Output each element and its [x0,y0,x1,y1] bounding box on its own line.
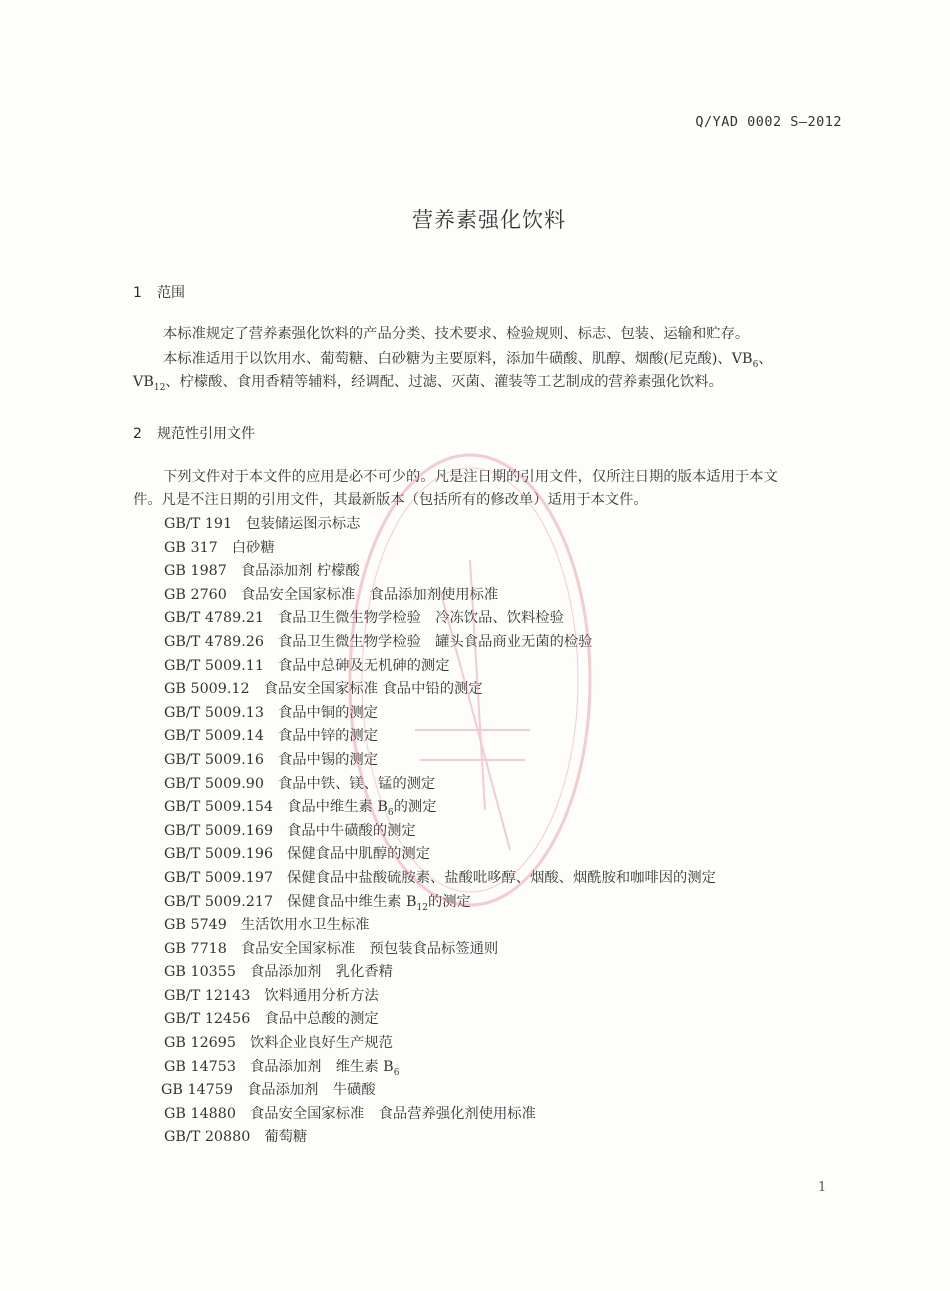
reference-item [164,1103,716,1127]
scope-sep: 、 [758,351,773,367]
reference-subscript: 6 [393,1067,400,1078]
reference-code: GB 14880 [164,1105,236,1122]
reference-item [164,655,716,679]
reference-title: 包装储运图示标志 [246,516,361,532]
scope-sub-b6: 6 [752,359,759,370]
reference-title: 食品卫生微生物学检验 冷冻饮品、饮料检验 [277,610,564,627]
reference-item [164,796,716,820]
scope-sub-b12: 12 [153,382,166,393]
reference-item [164,961,716,985]
reference-item [164,725,716,749]
reference-title: 保健食品中肌醇的测定 [287,846,431,863]
reference-item [164,914,716,938]
reference-item [161,1079,716,1103]
section-2-number: 2 [133,426,142,442]
reference-title: 食品中牛磺酸的测定 [287,822,416,839]
reference-title: 食品中总酸的测定 [264,1011,379,1028]
section-1-number: 1 [133,285,142,301]
reference-title: 食品中锌的测定 [277,728,379,745]
reference-list [161,513,716,1150]
reference-code: GB 14753 [164,1058,236,1075]
reference-item [164,938,716,962]
reference-item [164,560,716,584]
reference-item [164,891,716,915]
reference-item [164,537,716,561]
reference-code: GB/T 5009.196 [164,846,274,863]
references-intro-line-2: 件。凡是不注日期的引用文件，其最新版本（包括所有的修改单）适用于本文件。 [133,492,648,508]
reference-title: 饮料企业良好生产规范 [249,1035,393,1052]
reference-item [164,1056,716,1080]
references-intro [133,466,853,512]
reference-code: GB/T 5009.14 [164,728,264,745]
reference-title: 保健食品中维生素 B [287,893,417,910]
reference-item [164,820,716,844]
page-number: 1 [818,1180,827,1195]
scope-text-2b: 、柠檬酸、食用香精等辅料，经调配、过滤、灭菌、灌装等工艺制成的营养素强化饮料。 [165,374,723,390]
section-1-title: 范围 [157,285,185,301]
reference-code: GB 10355 [164,964,236,981]
reference-item [164,702,716,726]
reference-title: 食品安全国家标准 食品中铅的测定 [263,681,483,698]
reference-title: 食品添加剂 柠檬酸 [240,563,360,580]
reference-item [164,843,716,867]
reference-title: 食品中维生素 B [287,799,388,816]
reference-title: 食品中铜的测定 [277,704,379,721]
reference-title: 白砂糖 [231,539,275,556]
reference-item [164,678,716,702]
reference-code: GB/T 5009.154 [164,799,274,816]
reference-title: 保健食品中盐酸硫胺素、盐酸吡哆醇、烟酸、烟酰胺和咖啡因的测定 [287,869,716,886]
reference-title: 食品添加剂 牛磺酸 [246,1082,376,1099]
reference-title: 食品添加剂 乳化香精 [249,964,393,981]
scope-text-2b-pre: VB [133,374,154,390]
reference-item [164,749,716,773]
reference-item [164,985,716,1009]
reference-title-suffix: 的测定 [393,799,437,816]
reference-item [164,584,716,608]
reference-subscript: 6 [387,807,394,818]
reference-code: GB/T 5009.169 [164,822,274,839]
reference-code: GB 5009.12 [164,681,250,698]
reference-code: GB/T 5009.217 [164,893,274,910]
section-2-title: 规范性引用文件 [157,426,255,442]
reference-title: 食品添加剂 维生素 B [249,1058,394,1075]
reference-code: GB/T 5009.16 [164,751,264,768]
reference-title: 食品安全国家标准 预包装食品标签通则 [240,940,499,957]
reference-item [164,867,716,891]
reference-item [164,1008,716,1032]
reference-code: GB 5749 [164,917,227,934]
references-intro-line-1: 下列文件对于本文件的应用是必不可少的。凡是注日期的引用文件，仅所注日期的版本适用于本文 [163,469,778,485]
section-2-heading [133,423,255,443]
reference-code: GB/T 5009.90 [164,775,264,792]
reference-code: GB/T 5009.11 [164,657,264,674]
reference-code: GB/T 12143 [164,987,251,1004]
reference-title: 食品安全国家标准 食品营养强化剂使用标准 [249,1105,536,1122]
reference-code: GB 7718 [164,940,227,957]
reference-title: 食品中锡的测定 [277,751,379,768]
document-title: 营养素强化饮料 [412,208,566,232]
reference-title-suffix: 的测定 [427,893,471,910]
reference-code: GB/T 4789.21 [164,610,264,627]
reference-code: GB 317 [164,539,218,556]
reference-title: 食品安全国家标准 食品添加剂使用标准 [240,586,499,603]
reference-title: 食品卫生微生物学检验 罐头食品商业无菌的检验 [277,633,593,650]
reference-item [164,1126,716,1150]
reference-code: GB 12695 [164,1035,236,1052]
reference-code: GB/T 191 [164,516,233,532]
reference-code: GB/T 5009.13 [164,704,264,721]
reference-item [164,607,716,631]
reference-item [164,631,716,655]
reference-code: GB 2760 [164,586,227,603]
reference-title: 食品中铁、镁、锰的测定 [277,775,436,792]
reference-code: GB 1987 [164,563,227,580]
document-code: Q/YAD 0002 S—2012 [695,114,842,130]
scope-text-2a: 本标准适用于以饮用水、葡萄糖、白砂糖为主要原料，添加牛磺酸、肌醇、烟酸(尼克酸)、VB [163,351,753,367]
scope-paragraph-2 [133,348,853,394]
reference-subscript: 12 [416,902,428,913]
reference-code: GB 14759 [161,1082,233,1099]
reference-code: GB/T 12456 [164,1011,251,1028]
reference-item [164,1032,716,1056]
reference-title: 葡萄糖 [264,1129,308,1146]
reference-title: 生活饮用水卫生标准 [240,917,370,934]
reference-item [164,773,716,797]
reference-code: GB/T 4789.26 [164,633,264,650]
scope-text-1: 本标准规定了营养素强化饮料的产品分类、技术要求、检验规则、标志、包装、运输和贮存。 [163,326,750,342]
reference-item [164,513,716,537]
reference-title: 食品中总砷及无机砷的测定 [277,657,450,674]
section-1-heading [133,282,185,302]
reference-code: GB/T 5009.197 [164,869,274,886]
reference-title: 饮料通用分析方法 [264,987,379,1004]
reference-code: GB/T 20880 [164,1129,251,1146]
scope-paragraph-1 [133,323,843,346]
